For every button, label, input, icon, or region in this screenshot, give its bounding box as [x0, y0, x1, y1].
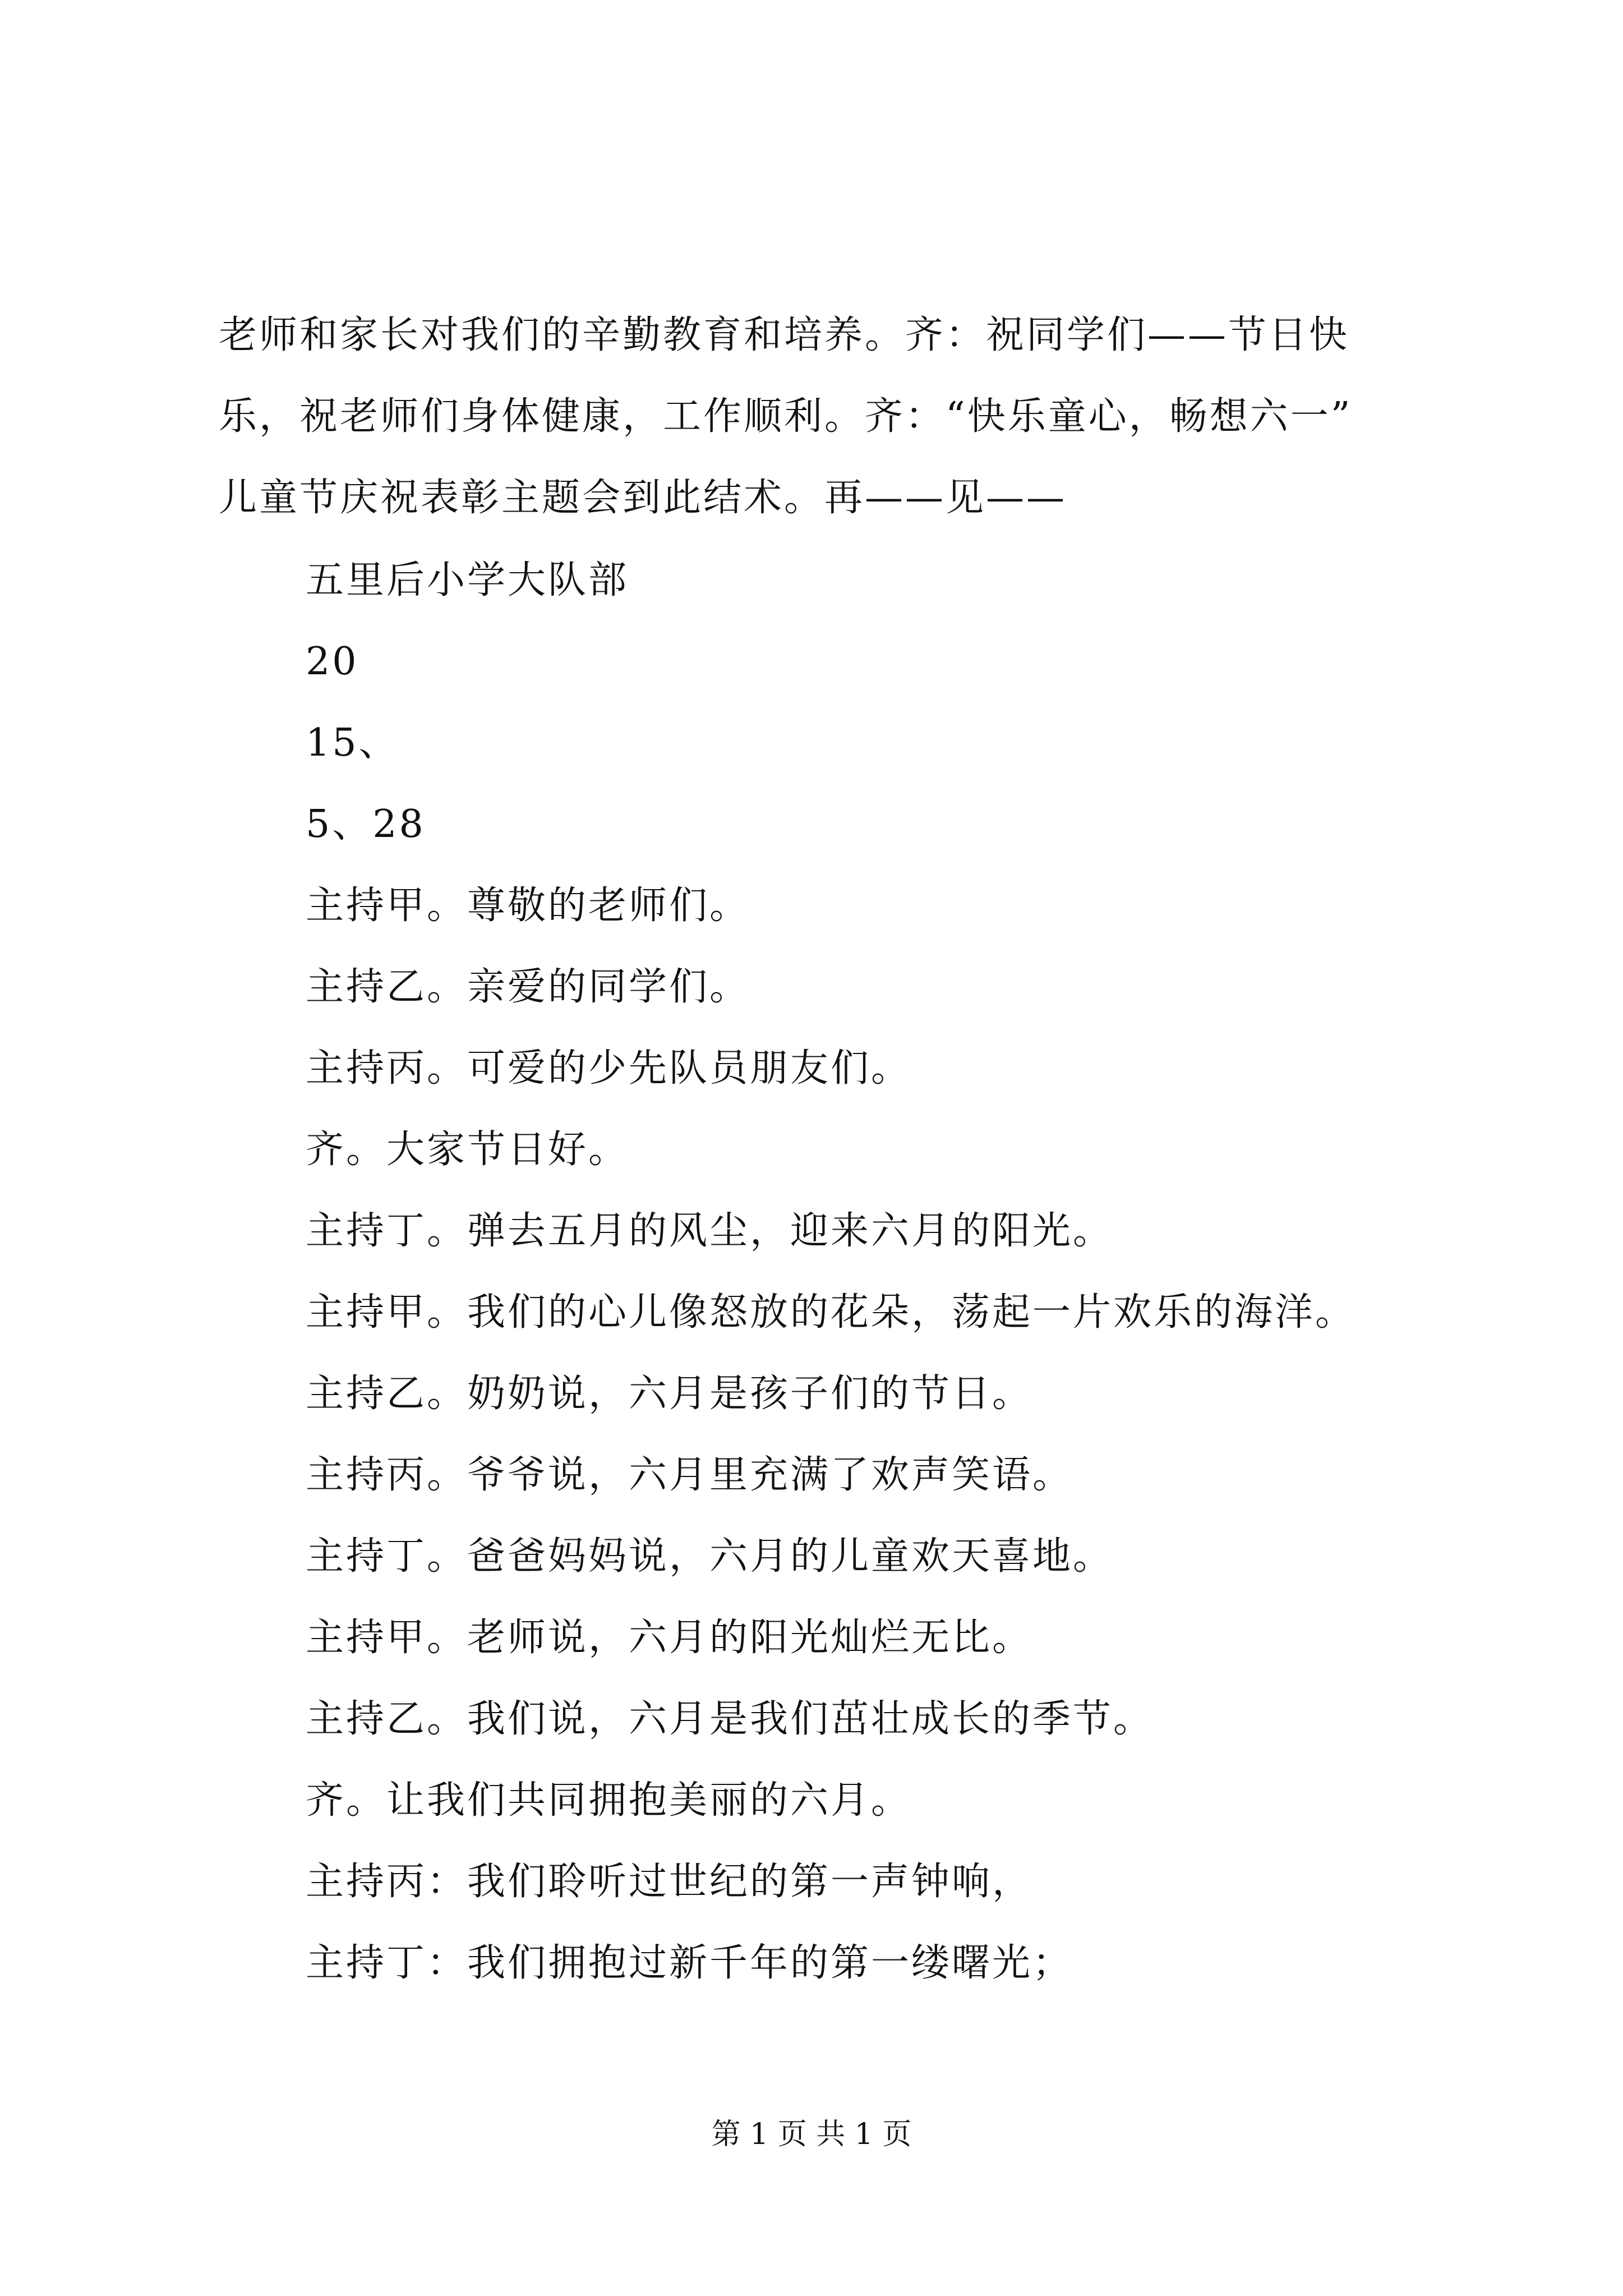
- paragraph-line: 老师和家长对我们的辛勤教育和培养。齐：祝同学们——节日快: [219, 313, 1350, 357]
- script-line: 齐。大家节日好。: [306, 1128, 629, 1172]
- paragraph-line: 儿童节庆祝表彰主题会到此结术。再——见——: [219, 476, 1067, 520]
- paragraph-line: 乐，祝老师们身体健康，工作顺利。齐：“快乐童心，畅想六一”: [219, 394, 1353, 439]
- date-fragment: 15、: [306, 721, 399, 765]
- script-line: 主持乙。奶奶说，六月是孩子们的节日。: [306, 1372, 1033, 1416]
- script-line: 主持丙。可爱的少先队员朋友们。: [306, 1046, 912, 1091]
- script-line: 主持丁。爸爸妈妈说，六月的儿童欢天喜地。: [306, 1534, 1114, 1579]
- script-line: 主持甲。老师说，六月的阳光灿烂无比。: [306, 1616, 1033, 1660]
- script-line: 齐。让我们共同拥抱美丽的六月。: [306, 1778, 912, 1823]
- script-line: 主持丙：我们聆听过世纪的第一声钟响，: [306, 1860, 1033, 1904]
- script-line: 主持丙。爷爷说，六月里充满了欢声笑语。: [306, 1453, 1073, 1497]
- script-line: 主持乙。亲爱的同学们。: [306, 965, 750, 1009]
- script-line: 主持甲。我们的心儿像怒放的花朵，荡起一片欢乐的海洋。: [306, 1290, 1356, 1335]
- script-line: 主持丁。弹去五月的风尘，迎来六月的阳光。: [306, 1209, 1114, 1253]
- date-fragment: 20: [306, 639, 359, 684]
- script-line: 主持甲。尊敬的老师们。: [306, 884, 750, 928]
- date-fragment: 5、28: [306, 802, 426, 846]
- script-line: 主持丁：我们拥抱过新千年的第一缕曙光；: [306, 1941, 1073, 1985]
- page-number-footer: 第 1 页 共 1 页: [711, 2118, 912, 2151]
- script-line: 主持乙。我们说，六月是我们茁壮成长的季节。: [306, 1697, 1154, 1741]
- signature-organization: 五里后小学大队部: [306, 558, 629, 602]
